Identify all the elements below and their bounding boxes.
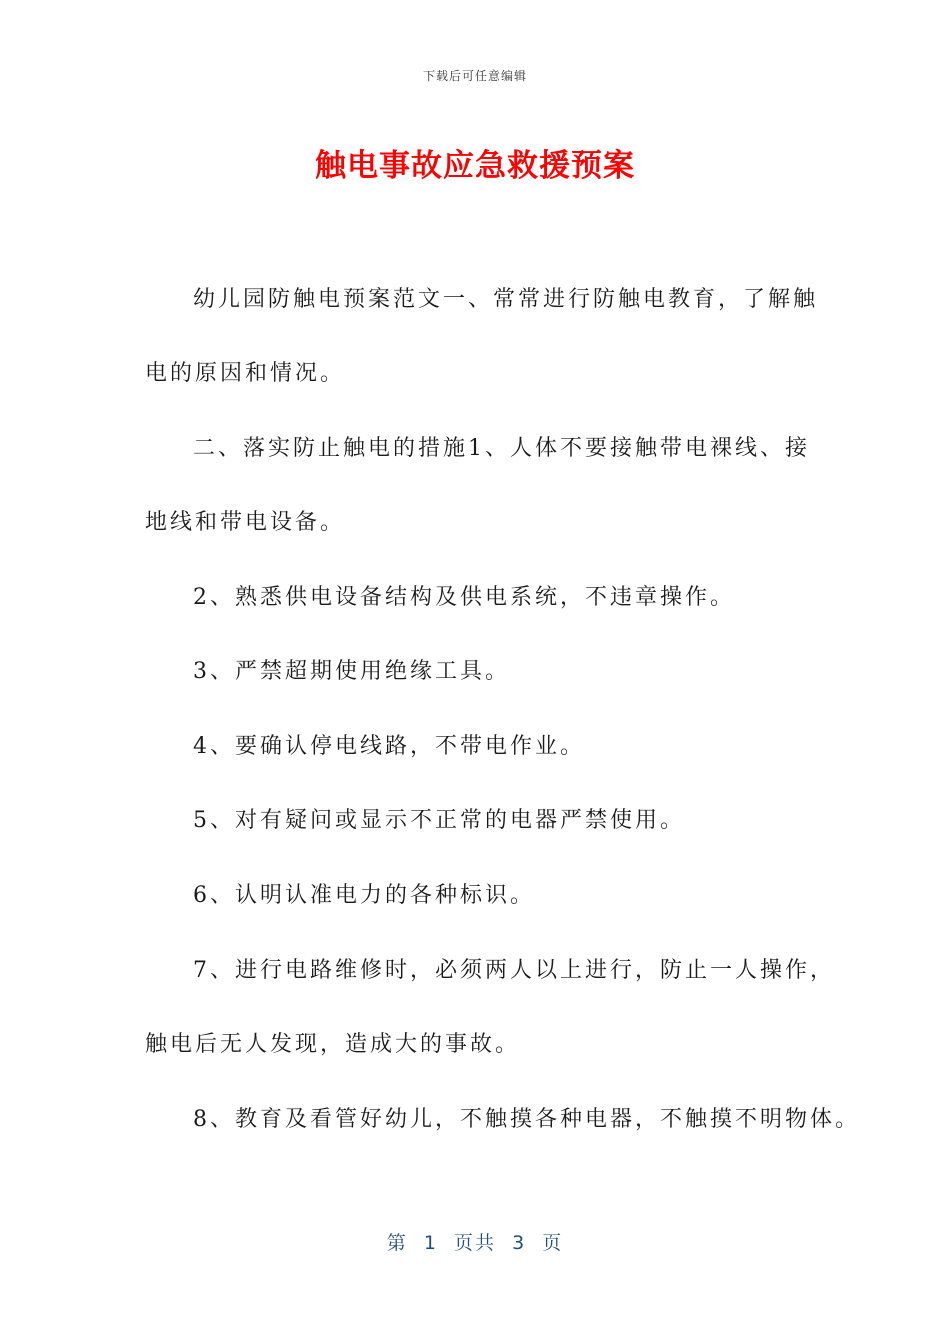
document-title: 触电事故应急救援预案: [315, 148, 635, 184]
paragraph-line: 2、熟悉供电设备结构及供电系统，不违章操作。: [193, 585, 735, 610]
paragraph-line: 二、落实防止触电的措施1、人体不要接触带电裸线、接: [193, 436, 810, 461]
paragraph-line: 6、认明认准电力的各种标识。: [193, 883, 535, 908]
paragraph-line: 电的原因和情况。: [145, 361, 346, 386]
paragraph-line: 8、教育及看管好幼儿，不触摸各种电器，不触摸不明物体。: [193, 1107, 860, 1132]
paragraph-line: 幼儿园防触电预案范文一、常常进行防触电教育，了解触: [193, 287, 819, 312]
paragraph-line: 7、进行电路维修时，必须两人以上进行，防止一人操作，: [193, 958, 835, 983]
paragraph-line: 地线和带电设备。: [145, 510, 346, 535]
paragraph-line: 5、对有疑问或显示不正常的电器严禁使用。: [193, 808, 685, 833]
page-footer: 第 1 页共 3 页: [386, 1232, 564, 1254]
paragraph-line: 触电后无人发现，造成大的事故。: [145, 1032, 521, 1057]
paragraph-line: 3、严禁超期使用绝缘工具。: [193, 659, 510, 684]
header-note: 下载后可任意编辑: [422, 69, 527, 83]
paragraph-line: 4、要确认停电线路，不带电作业。: [193, 734, 585, 759]
